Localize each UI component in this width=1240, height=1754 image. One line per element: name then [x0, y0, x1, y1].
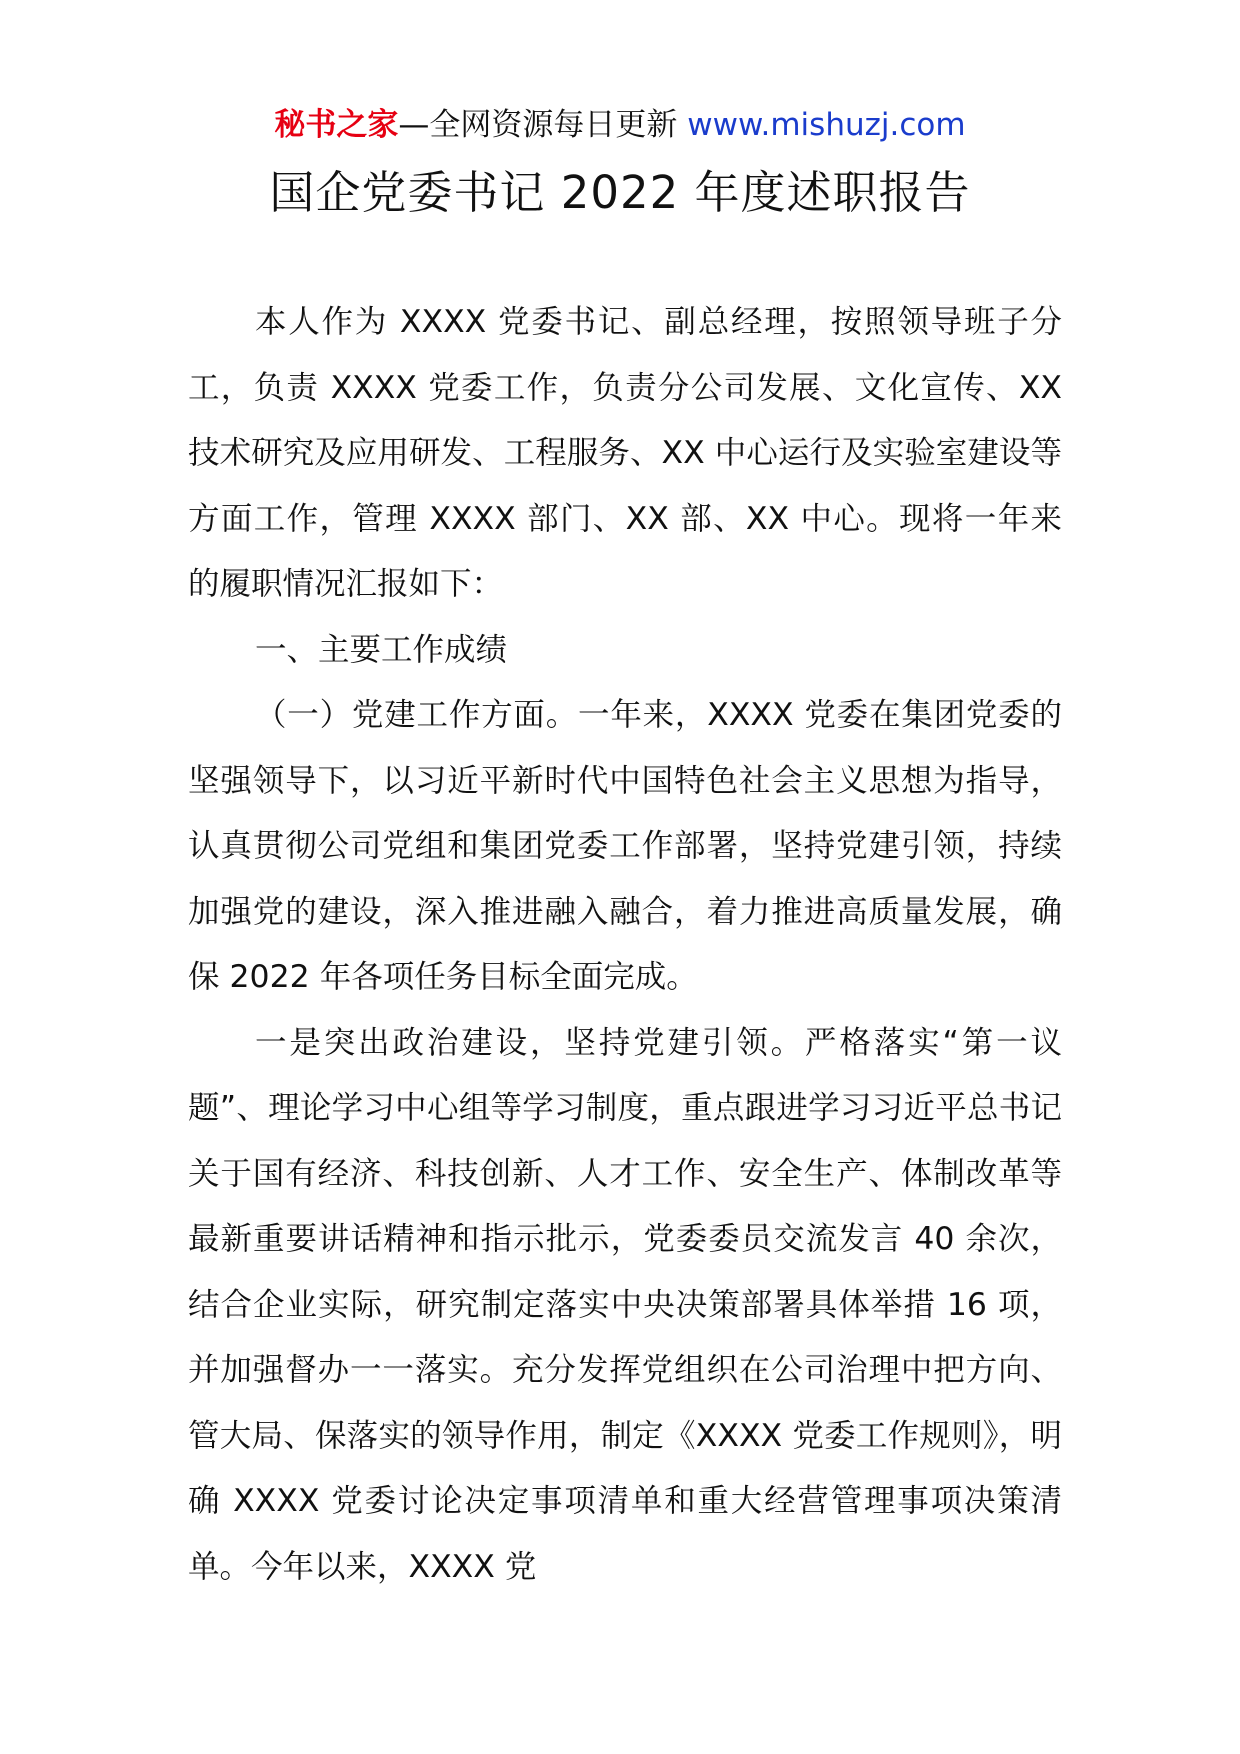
- site-header: [0, 104, 1240, 146]
- paragraph-intro: 本人作为 XXXX 党委书记、副总经理，按照领导班子分工，负责 XXXX 党委工作，负责分公司发展、文化宣传、XX 技术研究及应用研发、工程服务、XX 中心运行及实验室建设等方面工作，管理 XXXX 部门、XX 部、XX 中心。现将一年来的履职情况汇报如下：: [188, 304, 1062, 602]
- document-body: [188, 290, 1062, 1600]
- paragraph-party-building: （一）党建工作方面。一年来，XXXX 党委在集团党委的坚强领导下，以习近平新时代中国特色社会主义思想为指导，认真贯彻公司党组和集团党委工作部署，坚持党建引领，持续加强党的建设，深入推进融入融合，着力推进高质量发展，确保 2022 年各项任务目标全面完成。: [188, 697, 1062, 995]
- document-title: 国企党委书记 2022 年度述职报告: [269, 166, 971, 219]
- site-brand: 秘书之家: [274, 107, 399, 143]
- site-url: www.mishuzj.com: [687, 107, 966, 143]
- section-heading: 一、主要工作成绩: [255, 631, 508, 668]
- paragraph-political-construction: 一是突出政治建设，坚持党建引领。严格落实“第一议题”、理论学习中心组等学习制度，重点跟进学习习近平总书记关于国有经济、科技创新、人才工作、安全生产、体制改革等最新重要讲话精神和指示批示，党委委员交流发言 40 余次，结合企业实际，研究制定落实中央决策部署具体举措 16 项，并加强督办一一落实。充分发挥党组织在公司治理中把方向、管大局、保落实的领导作用，制定《XXXX 党委工作规则》，明确 XXXX 党委讨论决定事项清单和重大经营管理事项决策清单。今年以来，XXXX 党: [188, 1024, 1062, 1585]
- site-slogan: —全网资源每日更新: [398, 107, 688, 143]
